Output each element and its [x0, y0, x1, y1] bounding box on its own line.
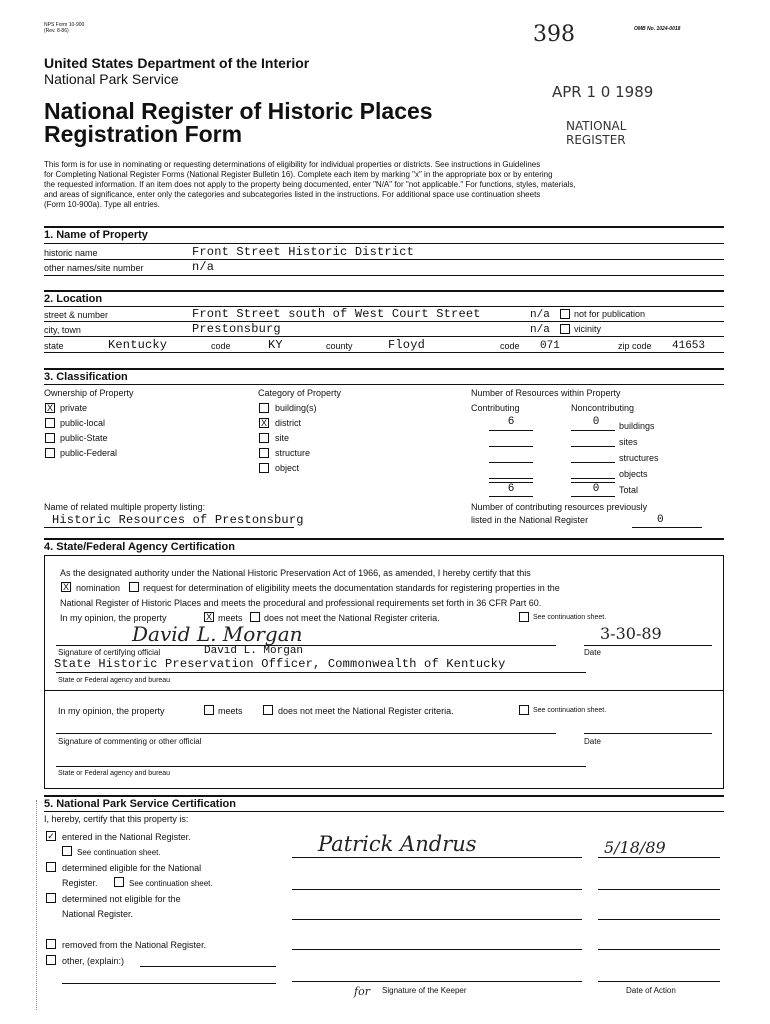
keeper-date-handwritten: 5/18/89 [604, 838, 666, 857]
received-stamp-date: APR 1 0 1989 [552, 83, 654, 101]
form-number: NPS Form 10-900 [44, 22, 85, 28]
previously-listed-label-line1: Number of contributing resources previously [471, 502, 648, 512]
keeper-signature: Patrick Andrus [318, 832, 477, 856]
handwritten-reference-number: 398 [533, 22, 575, 47]
category-label: building(s) [275, 403, 317, 413]
form-revision: (Rev. 8-86) [44, 28, 69, 34]
contributing-label: Contributing [471, 403, 520, 413]
county-value: Floyd [388, 338, 426, 352]
date-label: Date [584, 648, 601, 657]
category-structure-checkbox[interactable] [259, 448, 269, 458]
not-for-publication-label: not for publication [574, 309, 646, 319]
continuation-sheet-checkbox-2[interactable] [519, 705, 529, 715]
resources-heading: Number of Resources within Property [471, 388, 621, 398]
city-value: Prestonsburg [192, 322, 281, 336]
category-district-checkbox[interactable]: X [260, 418, 267, 428]
keeper-initial: for [354, 985, 370, 998]
certifying-official-signature: David L. Morgan [132, 622, 303, 646]
resource-row-label: buildings [619, 421, 655, 431]
eligible-continuation-checkbox[interactable] [114, 877, 124, 887]
meets-checkbox[interactable]: X [205, 612, 212, 622]
noncontributing-buildings: 0 [592, 416, 600, 428]
nomination-checkbox[interactable]: X [62, 582, 69, 592]
determined-eligible-label-line1: determined eligible for the National [62, 863, 202, 873]
zip-value: 41653 [672, 340, 706, 352]
agency-label: State or Federal agency and bureau [58, 677, 171, 684]
historic-name-value: Front Street Historic District [192, 245, 415, 259]
section5-heading: 5. National Park Service Certification [44, 798, 236, 810]
certifying-official-name: David L. Morgan [204, 645, 304, 657]
entered-label: entered in the National Register. [62, 832, 191, 842]
continuation-sheet-label-2: See continuation sheet. [533, 707, 607, 714]
date-label-2: Date [584, 737, 601, 746]
nomination-label: nomination [76, 583, 121, 593]
ownership-private-checkbox[interactable]: X [46, 403, 53, 413]
other-names-value: n/a [192, 260, 215, 274]
meets-checkbox-2[interactable] [204, 705, 214, 715]
state-code-label: code [211, 341, 231, 351]
eligible-continuation-label: See continuation sheet. [129, 879, 213, 888]
intro-line-5: (Form 10-900a). Type all entries. [44, 200, 160, 209]
meets-label-2: meets [218, 706, 243, 716]
other-names-label: other names/site number [44, 263, 144, 273]
intro-line-4: and areas of significance, enter only the categories and subcategories listed in the instructions. For additional space use continuation sheets [44, 190, 541, 199]
commenting-signature-label: Signature of commenting or other official [58, 737, 202, 746]
does-not-meet-label: does not meet the National Register criteria. [264, 613, 440, 623]
category-label: district [275, 418, 302, 428]
street-na: n/a [530, 309, 550, 321]
ownership-heading: Ownership of Property [44, 388, 134, 398]
zip-label: zip code [618, 341, 652, 351]
resource-row-label: structures [619, 453, 659, 463]
determined-not-eligible-line1: determined not eligible for the [62, 894, 181, 904]
omb-number: OMB No. 1024-0018 [634, 26, 681, 32]
street-label: street & number [44, 310, 109, 320]
meets-label: meets [218, 613, 243, 623]
state-value: Kentucky [108, 338, 168, 352]
previously-listed-label-line2: listed in the National Register [471, 515, 589, 525]
county-code-value: 071 [540, 340, 560, 352]
category-label: structure [275, 448, 311, 458]
category-site-checkbox[interactable] [259, 433, 269, 443]
determined-eligible-label-line2: Register. [62, 878, 98, 888]
margin-dots [36, 800, 37, 1010]
opinion-label: In my opinion, the property [60, 613, 167, 623]
ownership-public-local-checkbox[interactable] [45, 418, 55, 428]
related-listing-value: Historic Resources of Prestonsburg [52, 513, 304, 527]
county-label: county [326, 341, 353, 351]
agency-label-2: State or Federal agency and bureau [58, 770, 171, 777]
determined-not-eligible-checkbox[interactable] [46, 893, 56, 903]
ownership-label: private [60, 403, 88, 413]
agency-value: State Historic Preservation Officer, Commonwealth of Kentucky [54, 657, 506, 671]
ownership-label: public-State [60, 433, 108, 443]
intro-line-1: This form is for use in nominating or requesting determinations of eligibility for individual properties or districts. See instructions in Guidelines [44, 160, 541, 169]
certification-date-handwritten: 3-30-89 [600, 624, 662, 643]
city-na: n/a [530, 324, 550, 336]
signature-label: Signature of certifying official [58, 648, 161, 657]
does-not-meet-label-2: does not meet the National Register criteria. [278, 706, 454, 716]
opinion-label-2: In my opinion, the property [58, 706, 165, 716]
ownership-public-state-checkbox[interactable] [45, 433, 55, 443]
ownership-public-federal-checkbox[interactable] [45, 448, 55, 458]
category-label: site [275, 433, 290, 443]
certification-para-line1: As the designated authority under the National Historic Preservation Act of 1966, as amended, I hereby certify that this [60, 568, 531, 578]
continuation-sheet-checkbox[interactable] [519, 612, 529, 622]
does-not-meet-checkbox-2[interactable] [263, 705, 273, 715]
certification-para-line3: National Register of Historic Places and meets the procedural and professional requirements set forth in 36 CFR Part 60. [60, 598, 542, 608]
related-listing-label: Name of related multiple property listing: [44, 502, 206, 512]
vicinity-label: vicinity [574, 324, 602, 334]
entered-continuation-label: See continuation sheet. [77, 848, 161, 857]
contributing-total: 6 [507, 483, 515, 495]
service-name: National Park Service [44, 71, 179, 87]
received-stamp-line1: NATIONAL [566, 119, 627, 133]
previously-listed-value: 0 [657, 514, 664, 526]
section4-heading: 4. State/Federal Agency Certification [44, 541, 235, 553]
noncontributing-label: Noncontributing [571, 403, 635, 413]
received-stamp-line2: REGISTER [566, 133, 626, 147]
request-determination-checkbox[interactable] [129, 582, 139, 592]
category-heading: Category of Property [258, 388, 342, 398]
state-label: state [44, 341, 64, 351]
intro-line-3: the requested information. If an item does not apply to the property being documented, enter "N/A" for "not applicable." For functions, styles, materials, [44, 180, 576, 189]
removed-label: removed from the National Register. [62, 940, 207, 950]
city-label: city, town [44, 325, 81, 335]
other-checkbox[interactable] [46, 955, 56, 965]
keeper-signature-label: Signature of the Keeper [382, 986, 467, 995]
removed-checkbox[interactable] [46, 939, 56, 949]
category-object-checkbox[interactable] [259, 463, 269, 473]
state-code-value: KY [268, 338, 283, 352]
other-label: other, (explain:) [62, 956, 125, 966]
determined-not-eligible-line2: National Register. [62, 909, 134, 919]
resource-row-label: sites [619, 437, 638, 447]
street-value: Front Street south of West Court Street [192, 307, 481, 321]
ownership-label: public-local [60, 418, 106, 428]
nps-cert-intro: I, hereby, certify that this property is: [44, 814, 189, 824]
vicinity-checkbox[interactable] [560, 324, 570, 334]
continuation-sheet-label: See continuation sheet. [533, 614, 607, 621]
entered-checkbox[interactable]: ✓ [47, 831, 55, 841]
noncontributing-total: 0 [592, 483, 600, 495]
ownership-label: public-Federal [60, 448, 118, 458]
does-not-meet-checkbox[interactable] [250, 612, 260, 622]
historic-name-label: historic name [44, 248, 98, 258]
not-for-publication-checkbox[interactable] [560, 309, 570, 319]
county-code-label: code [500, 341, 520, 351]
intro-line-2: for Completing National Register Forms (National Register Bulletin 16). Complete each item by marking "x" in the appropriate box or by entering [44, 170, 553, 179]
section2-heading: 2. Location [44, 293, 103, 305]
certification-para-line2: request for determination of eligibility meets the documentation standards for registering properties in the [143, 583, 560, 593]
department-name: United States Department of the Interior [44, 55, 310, 71]
contributing-buildings: 6 [507, 416, 515, 428]
section3-heading: 3. Classification [44, 371, 128, 383]
form-title-line1: National Register of Historic Places [44, 98, 433, 124]
date-of-action-label: Date of Action [626, 986, 676, 995]
determined-eligible-checkbox[interactable] [46, 862, 56, 872]
entered-continuation-checkbox[interactable] [62, 846, 72, 856]
category-buildings-checkbox[interactable] [259, 403, 269, 413]
form-title-line2: Registration Form [44, 121, 243, 147]
section1-heading: 1. Name of Property [44, 229, 148, 241]
resource-row-label: objects [619, 469, 648, 479]
category-label: object [275, 463, 300, 473]
resource-row-label: Total [619, 485, 639, 495]
